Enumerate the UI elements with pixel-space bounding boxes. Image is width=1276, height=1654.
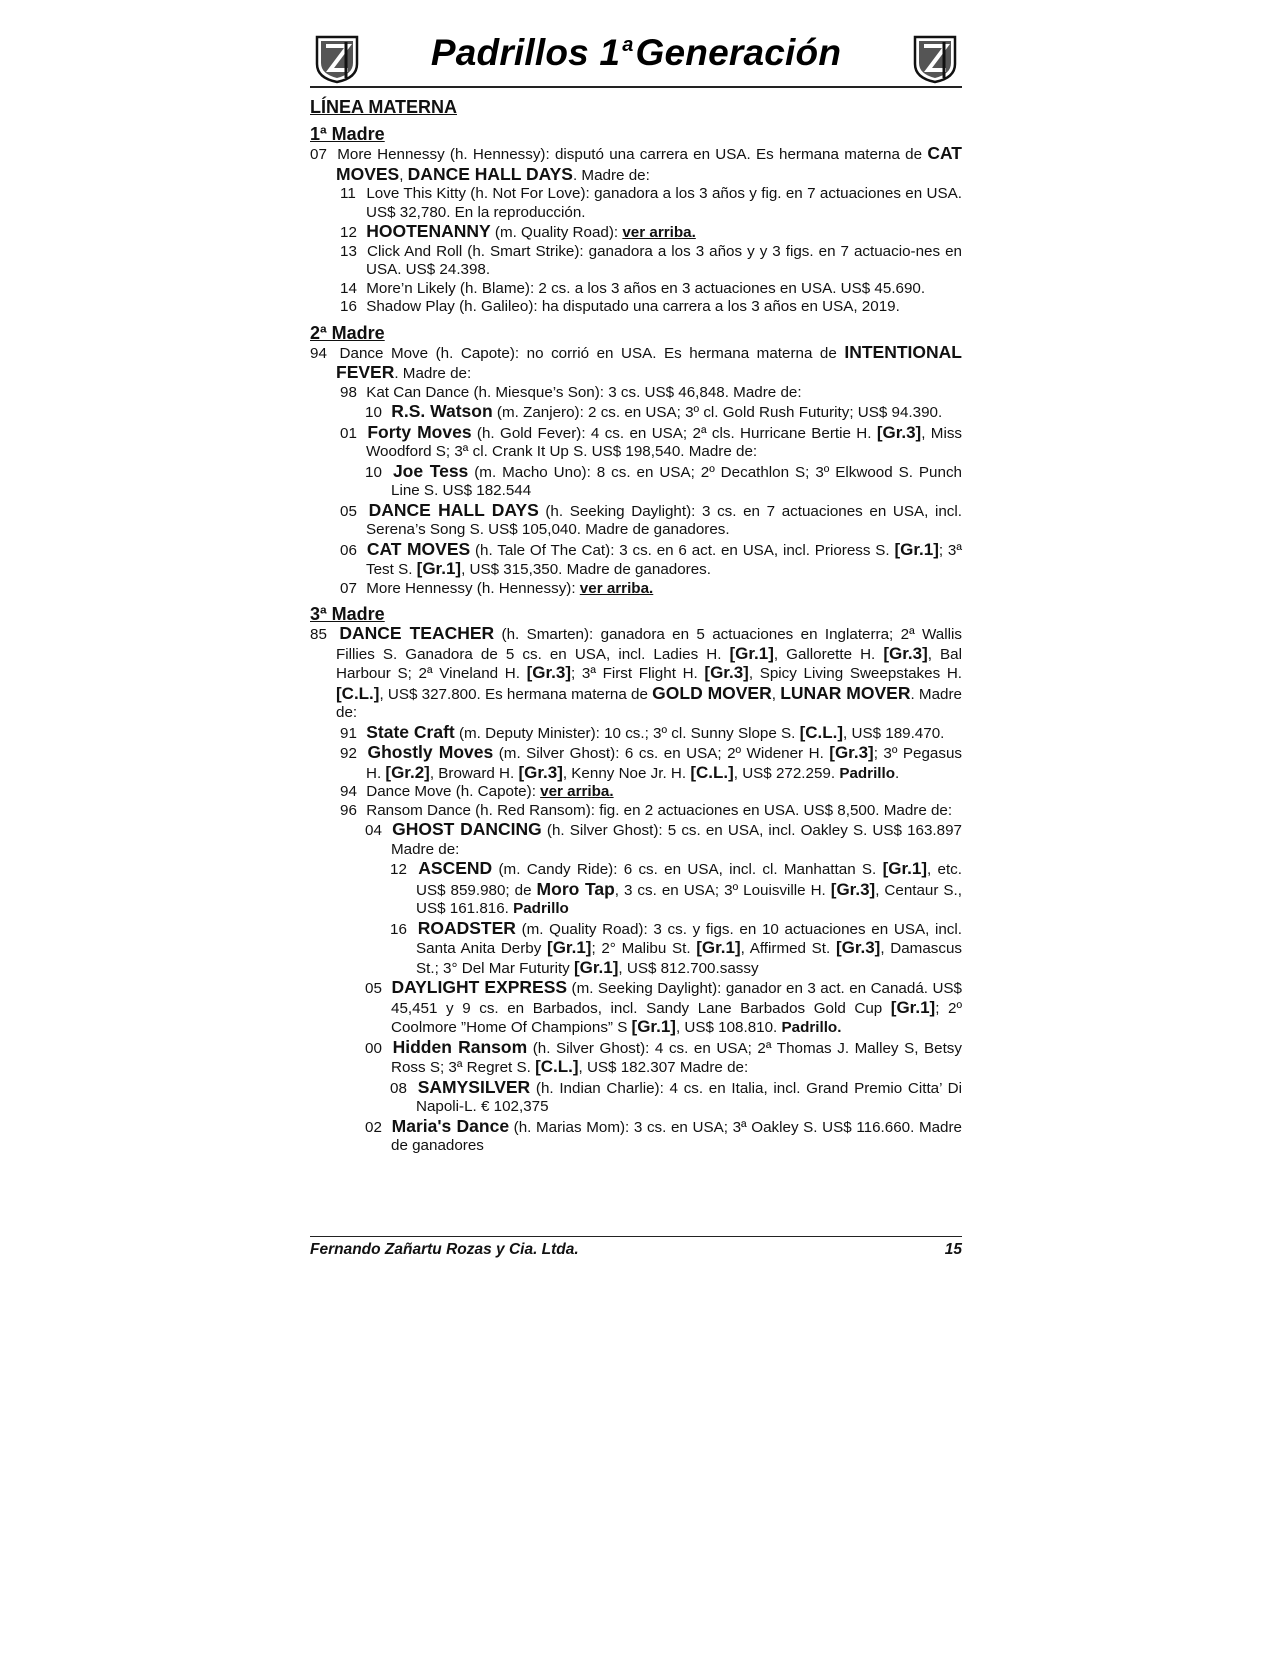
entry-text: Shadow Play (h. Galileo): ha disputado una carrera a los 3 años en USA, 2019. [366, 298, 900, 315]
foal-year: 94 [310, 344, 327, 362]
pedigree-entry [310, 624, 962, 723]
pedigree-entry [310, 859, 962, 919]
race-grade: [Gr.1] [416, 559, 462, 578]
entry-text: (h. Gold Fever): 4 cs. en USA; 2ª cls. Hurricane Bertie H. [471, 424, 877, 442]
pedigree-entry [310, 185, 962, 222]
entry-text: , US$ 108.810. [675, 1019, 782, 1036]
horse-name: ROADSTER [417, 917, 516, 938]
horse-name: SAMYSILVER [417, 1076, 531, 1097]
entry-text: Dance Move (h. Capote): no corrió en USA. Es hermana materna de [339, 344, 845, 362]
foal-year: 01 [340, 424, 357, 442]
horse-name: Ghostly Moves [367, 742, 494, 762]
entry-text: , Bal Harbour S; 2ª Vineland H. [336, 645, 962, 682]
horse-name: GOLD MOVER [652, 682, 772, 703]
horse-name: Joe Tess [392, 460, 469, 481]
horse-name: INTENTIONAL FEVER [336, 341, 962, 382]
foal-year: 02 [365, 1118, 382, 1136]
foal-year: 92 [340, 745, 357, 762]
entry-text: , [771, 685, 781, 703]
foal-year: 05 [340, 502, 357, 520]
entry-text: More’n Likely (h. Blame): 2 cs. a los 3 años en 3 actuaciones en USA. US$ 45.690. [366, 279, 926, 297]
pedigree-entry [310, 783, 962, 802]
pedigree-entry [310, 919, 962, 979]
foal-year: 94 [340, 783, 357, 800]
entry-text: , US$ 812.700.sassy [618, 959, 759, 977]
entry-text: , US$ 327.800. Es hermana materna de [379, 685, 653, 703]
madre-heading: 3ª Madre [310, 604, 385, 624]
entry-text: Ransom Dance (h. Red Ransom): fig. en 2 actuaciones en USA. US$ 8,500. Madre de: [366, 801, 953, 819]
race-grade: [Gr.1] [729, 643, 774, 663]
race-grade: [Gr.1] [547, 938, 592, 957]
see-above-ref[interactable]: ver arriba. [540, 783, 614, 800]
pedigree-entry [310, 1117, 962, 1156]
entry-text: Kat Can Dance (h. Miesque’s Son): 3 cs. US$ 46,848. Madre de: [366, 383, 802, 401]
entry-text: (h. Seeking Daylight): 3 cs. en 7 actuaciones en USA, incl. Serena’s Song S. US$ 105,040. Madre de ganadores. [366, 502, 962, 538]
entry-text: , 3 cs. en USA; 3º Louisville H. [614, 881, 831, 899]
pedigree-entry [310, 1078, 962, 1117]
horse-name: DAYLIGHT EXPRESS [391, 977, 568, 997]
foal-year: 08 [390, 1079, 407, 1097]
bold-note: Padrillo [839, 764, 896, 782]
horse-name: Hidden Ransom [392, 1036, 528, 1057]
race-grade: [Gr.1] [890, 997, 936, 1017]
pedigree-entry [310, 402, 962, 423]
entry-text: . Madre de: [336, 685, 962, 721]
entry-text: . [895, 764, 900, 782]
foal-year: 07 [340, 579, 357, 597]
horse-name: DANCE TEACHER [339, 623, 495, 643]
entry-text: (m. Macho Uno): 8 cs. en USA; 2º Decathlon S; 3º Elkwood S. Punch Line S. US$ 182.544 [391, 463, 962, 499]
entry-text: (h. Indian Charlie): 4 cs. en Italia, incl. Grand Premio Citta’ Di Napoli-L. € 102,375 [416, 1079, 962, 1115]
entry-text: , US$ 315,350. Madre de ganadores. [461, 561, 711, 578]
pedigree-entry [310, 222, 962, 243]
pedigree-entry [310, 343, 962, 384]
foal-year: 10 [365, 463, 382, 481]
race-grade: [Gr.2] [385, 762, 430, 782]
pedigree-entry [310, 280, 962, 299]
horse-name: GHOST DANCING [392, 819, 542, 839]
entry-text: (h. Tale Of The Cat): 3 cs. en 6 act. en USA, incl. Prioress S. [470, 541, 895, 559]
page-title: Padrillos 1 $^a$Generación [430, 32, 842, 73]
entry-text: ; 3ª First Flight H. [571, 665, 705, 682]
bold-note: Padrillo [513, 900, 569, 917]
page-header [310, 30, 962, 88]
horse-name: CAT MOVES [336, 143, 962, 184]
race-grade: [Gr.3] [518, 762, 563, 782]
horse-name: DANCE HALL DAYS [407, 163, 573, 184]
entry-text: (h. Silver Ghost): 5 cs. en USA, incl. Oakley S. US$ 163.897 Madre de: [391, 822, 962, 858]
entry-text: ; 3º Pegasus H. [366, 745, 962, 782]
entry-text: , etc. US$ 859.980; de [416, 861, 962, 899]
see-above-ref[interactable]: ver arriba. [579, 579, 654, 597]
entry-text: Love This Kitty (h. Not For Love): ganadora a los 3 años y fig. en 7 actuaciones en USA. US$ 32,780. En la reproducción. [366, 185, 962, 221]
foal-year: 05 [365, 980, 382, 997]
see-above-ref[interactable]: ver arriba. [622, 224, 696, 241]
foal-year: 91 [340, 724, 357, 742]
pedigree-entry [310, 978, 962, 1038]
horse-name: Maria's Dance [391, 1115, 510, 1136]
entry-text: Click And Roll (h. Smart Strike): ganadora a los 3 años y y 3 figs. en 7 actuacio-nes en USA. US$ 24.398. [366, 242, 962, 278]
horse-name: HOOTENANNY [366, 221, 491, 241]
horse-name: DANCE HALL DAYS [368, 499, 539, 520]
race-grade: [Gr.3] [829, 743, 874, 762]
page-number: 15 [944, 1241, 962, 1258]
race-grade: [Gr.3] [830, 879, 876, 899]
entry-text: , Damascus St.; 3° Del Mar Futurity [416, 940, 962, 977]
entry-text: (m. Candy Ride): 6 cs. en USA, incl. cl. Manhattan S. [492, 861, 883, 878]
pedigree-entry [310, 820, 962, 859]
race-grade: [Gr.1] [574, 957, 619, 977]
pedigree-entry [310, 540, 962, 580]
pedigree-entry [310, 743, 962, 783]
entry-text: Dance Move (h. Capote): [366, 783, 541, 800]
race-grade: [Gr.1] [696, 938, 741, 957]
pedigree-entry [310, 501, 962, 540]
entry-text: (m. Quality Road): 3 cs. y figs. en 10 actuaciones en USA, incl. Santa Anita Derby [416, 920, 962, 957]
entry-text: , Kenny Noe Jr. H. [562, 764, 691, 782]
foal-year: 14 [340, 279, 357, 297]
entry-text: ; 2° Malibu St. [591, 940, 697, 957]
race-grade: [C.L.] [799, 722, 844, 742]
horse-name: State Craft [366, 721, 455, 742]
foal-year: 10 [365, 404, 382, 421]
race-grade: [Gr.3] [883, 643, 928, 663]
race-grade: [Gr.1] [882, 859, 927, 878]
page-footer [310, 1236, 962, 1259]
entry-text: (m. Zanjero): 2 cs. en USA; 3º cl. Gold Rush Futurity; US$ 94.390. [492, 404, 943, 421]
pedigree-entry [310, 802, 962, 821]
entry-text: (m. Deputy Minister): 10 cs.; 3º cl. Sunny Slope S. [454, 724, 800, 742]
horse-name: Moro Tap [536, 878, 615, 899]
pedigree-body [310, 124, 962, 1156]
entry-text: , Gallorette H. [773, 645, 884, 663]
entry-text: . Madre de: [572, 166, 650, 184]
entry-text: ; 3ª Test S. [366, 541, 962, 578]
entry-text: (m. Quality Road): [490, 224, 623, 241]
entry-text: , [399, 166, 408, 184]
entry-text: More Hennessy (h. Hennessy): [366, 579, 580, 597]
zr-shield-logo-icon [912, 34, 958, 84]
race-grade: [Gr.1] [631, 1017, 676, 1036]
pedigree-entry [310, 384, 962, 403]
foal-year: 07 [310, 146, 327, 163]
race-grade: [Gr.3] [876, 422, 922, 442]
foal-year: 06 [340, 541, 357, 559]
race-grade: [Gr.3] [835, 938, 881, 957]
pedigree-entry [310, 423, 962, 462]
foal-year: 96 [340, 801, 357, 819]
foal-year: 12 [340, 224, 357, 241]
entry-text: (h. Marias Mom): 3 cs. en USA; 3ª Oakley S. US$ 116.660. Madre de ganadores [391, 1118, 962, 1154]
pedigree-entry [310, 298, 962, 317]
race-grade: [C.L.] [690, 762, 734, 782]
pedigree-entry [310, 462, 962, 501]
race-grade: [C.L.] [535, 1057, 579, 1076]
horse-name: CAT MOVES [366, 538, 471, 559]
foal-year: 85 [310, 626, 327, 643]
foal-year: 16 [340, 298, 357, 315]
pedigree-entry [310, 1038, 962, 1078]
entry-text: , Affirmed St. [740, 940, 836, 957]
entry-text: . Madre de: [394, 365, 472, 382]
entry-text: , US$ 189.470. [843, 724, 945, 742]
foal-year: 98 [340, 383, 357, 401]
madre-heading: 1ª Madre [310, 124, 385, 144]
pedigree-entry [310, 243, 962, 280]
bold-note: Padrillo. [781, 1019, 842, 1036]
entry-text: , US$ 272.259. [733, 764, 840, 782]
entry-text: , Miss Woodford S; 3ª cl. Crank It Up S. US$ 198,540. Madre de: [366, 424, 963, 460]
entry-text: ; 2º Coolmore ”Home Of Champions” S [391, 999, 962, 1036]
foal-year: 11 [340, 185, 356, 202]
horse-name: R.S. Watson [391, 401, 493, 421]
entry-text: (h. Silver Ghost): 4 cs. en USA; 2ª Thomas J. Malley S, Betsy Ross S; 3ª Regret S. [391, 1039, 962, 1076]
foal-year: 04 [365, 822, 382, 839]
race-grade: [Gr.3] [526, 663, 571, 682]
document-page [310, 30, 962, 1156]
foal-year: 00 [365, 1039, 382, 1057]
entry-text: , US$ 182.307 Madre de: [578, 1059, 749, 1076]
foal-year: 12 [390, 861, 407, 878]
zr-shield-logo-icon [314, 34, 360, 84]
entry-text: , Broward H. [429, 764, 519, 782]
entry-text: , Centaur S., US$ 161.816. [416, 881, 962, 917]
race-grade: [Gr.3] [704, 663, 749, 682]
foal-year: 16 [390, 920, 407, 938]
section-title: LÍNEA MATERNA [310, 97, 457, 117]
madre-heading: 2ª Madre [310, 322, 385, 343]
entry-text: , Spicy Living Sweepstakes H. [748, 665, 963, 682]
footer-company: Fernando Zañartu Rozas y Cia. Ltda. [310, 1241, 579, 1258]
race-grade: [Gr.1] [894, 539, 939, 559]
entry-text: More Hennessy (h. Hennessy): disputó una carrera en USA. Es hermana materna de [337, 146, 928, 163]
pedigree-entry [310, 580, 962, 599]
horse-name: ASCEND [418, 858, 493, 878]
horse-name: Forty Moves [367, 421, 472, 442]
pedigree-entry [310, 144, 962, 185]
entry-text: (m. Silver Ghost): 6 cs. en USA; 2º Widener H. [493, 745, 830, 762]
pedigree-entry [310, 723, 962, 744]
foal-year: 13 [340, 242, 357, 260]
horse-name: LUNAR MOVER [780, 682, 911, 703]
entry-text: (h. Smarten): ganadora en 5 actuaciones en Inglaterra; 2ª Wallis Fillies S. Ganadora de 5 cs. en USA, incl. Ladies H. [336, 626, 962, 663]
race-grade: [C.L.] [336, 683, 380, 703]
entry-text: (m. Seeking Daylight): ganador en 3 act. en Canadá. US$ 45,451 y 9 cs. en Barbados, incl. Sandy Lane Barbados Gold Cup [391, 980, 962, 1017]
